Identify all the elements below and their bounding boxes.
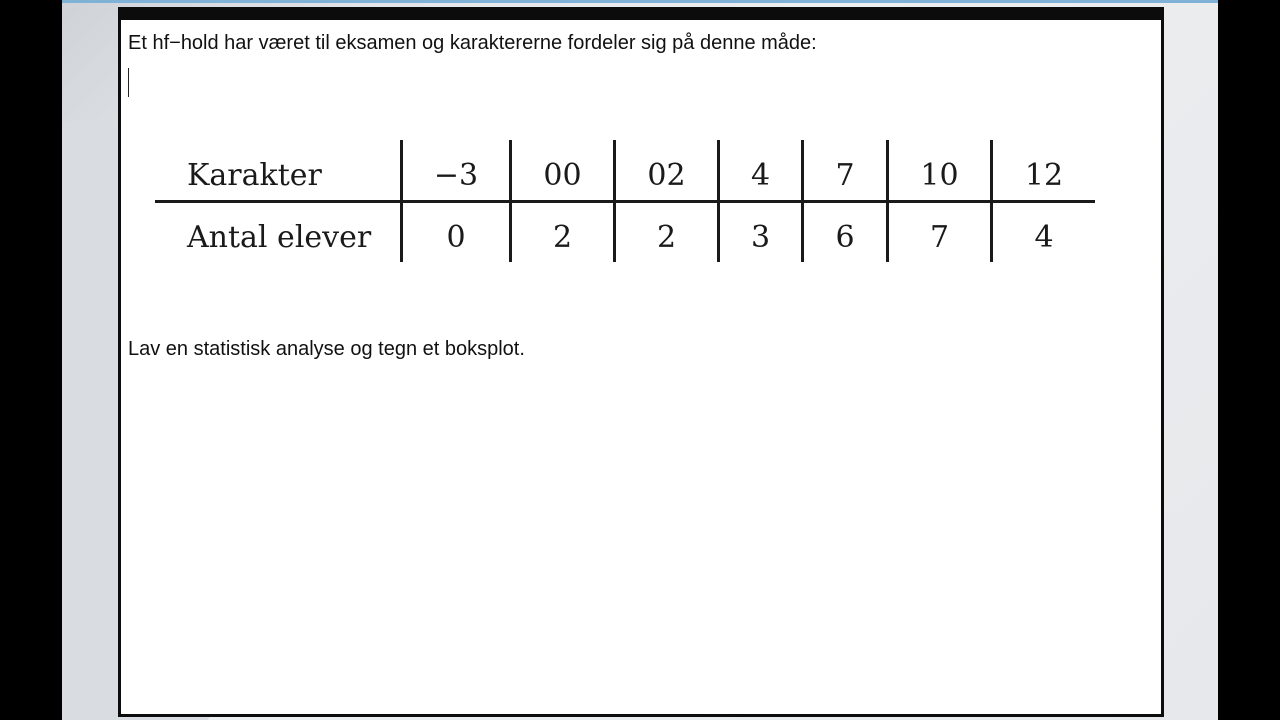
grade-cell: −3 [433, 158, 479, 193]
top-accent-line [62, 0, 1218, 3]
count-cell: 2 [656, 220, 677, 255]
grade-cell: 02 [647, 158, 686, 193]
grade-cell: 00 [543, 158, 582, 193]
document-page[interactable] [121, 20, 1161, 714]
grade-cell: 10 [920, 158, 959, 193]
grade-cell: 4 [750, 158, 771, 193]
header-label-cell: Karakter [187, 158, 322, 193]
count-cell: 6 [835, 220, 855, 255]
grade-distribution-table [155, 140, 1095, 262]
grade-cell: 7 [835, 158, 855, 193]
count-cell: 0 [446, 220, 466, 255]
row-label-cell: Antal elever [187, 220, 372, 255]
count-cell: 7 [929, 220, 950, 255]
count-cell: 4 [1034, 220, 1054, 255]
count-cell: 3 [750, 220, 771, 255]
table-header-divider [155, 200, 1095, 203]
prompt-text: Et hf−hold har været til eksamen og karaktererne fordeler sig på denne måde: [128, 32, 817, 54]
text-cursor [128, 68, 129, 97]
task-text: Lav en statistisk analyse og tegn et boksplot. [128, 338, 525, 360]
grade-cell: 12 [1024, 158, 1064, 193]
count-cell: 2 [552, 220, 573, 255]
